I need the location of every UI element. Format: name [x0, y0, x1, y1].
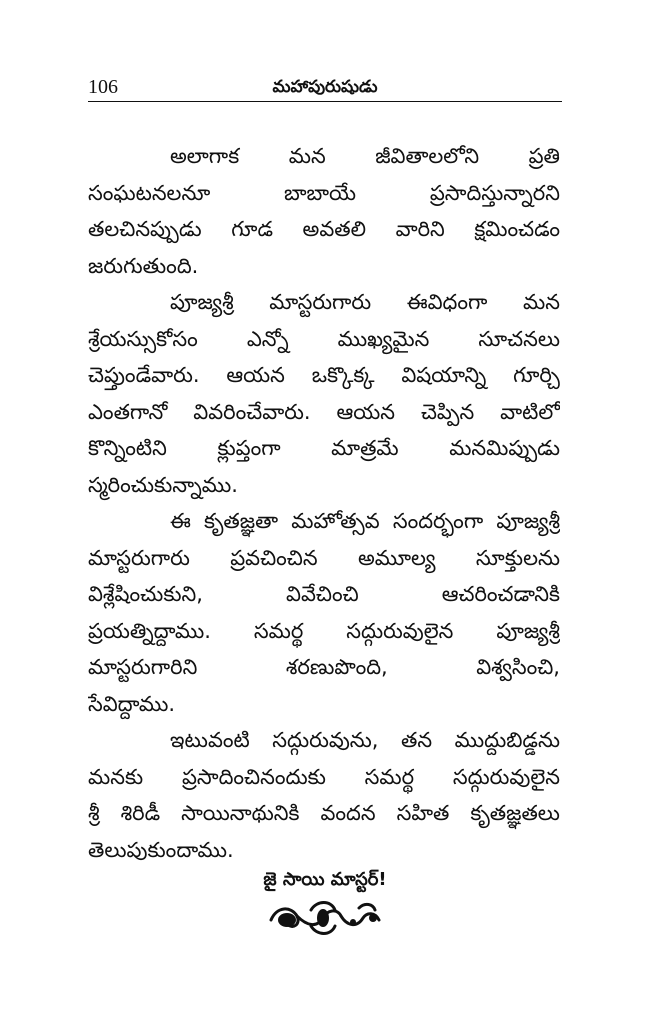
word: విషయాన్ని: [401, 363, 487, 387]
word: మనమిప్పుడు: [449, 436, 560, 460]
word: విశ్లేషించుకుని,: [88, 582, 203, 606]
text-line: [88, 686, 560, 723]
word: సద్గురువులైన: [452, 764, 560, 789]
word: ప్రసాదిస్తున్నారని: [429, 180, 560, 205]
word: ఒక్కొక్క: [311, 363, 375, 387]
word: పూజ్యశ్రీ: [496, 618, 560, 643]
paragraph: [88, 138, 560, 284]
text-line: [88, 832, 560, 869]
paragraph: [88, 503, 560, 722]
word: బాబాయే: [284, 180, 357, 205]
word: సూక్తులను: [475, 545, 560, 570]
word: ప్రసాదించినందుకు: [181, 764, 326, 789]
word: వివేచించి: [286, 582, 359, 606]
word: గూడ: [231, 217, 273, 241]
word: ముద్దుబిడ్డను: [454, 728, 560, 752]
word: సమర్థ: [253, 618, 304, 643]
word: ఎంతగానో: [88, 399, 168, 424]
text-line: [88, 503, 560, 540]
text-line: [88, 394, 560, 431]
word: తెలుపుకుందాము.: [88, 837, 234, 862]
word: సందర్భంగా: [392, 509, 484, 533]
word: సహిత: [396, 801, 450, 825]
word: ఎన్నో: [246, 326, 289, 351]
paragraph: [88, 722, 560, 868]
word: మాస్టరుగారు: [88, 545, 190, 570]
word: చెప్పిన: [420, 399, 475, 424]
word: తలచినప్పుడు: [88, 217, 202, 241]
word: తన: [401, 728, 433, 752]
word: శిరిడీ: [120, 801, 161, 825]
page-number: 106: [88, 76, 118, 98]
word: వందన: [320, 801, 376, 825]
page-header: [88, 74, 562, 100]
word: అమూల్య: [358, 545, 436, 570]
word: మాస్టరుగారు: [269, 290, 372, 314]
text-line: [88, 284, 560, 321]
word: స్మరించుకున్నాము.: [88, 472, 238, 497]
word: గూర్చి: [513, 363, 560, 387]
word: అలాగాక: [170, 144, 240, 168]
word: మనకు: [88, 764, 144, 789]
word: కృతజ్ఞతలు: [470, 801, 560, 825]
word: పూజ్యశ్రీ: [496, 509, 560, 533]
word: ప్రయత్నిద్దాము.: [88, 618, 211, 643]
text-line: [88, 248, 560, 285]
word: ఈవిధంగా: [406, 290, 488, 314]
word: అవతలి: [302, 217, 367, 241]
text-line: [88, 138, 560, 175]
word: జరుగుతుంది.: [88, 253, 199, 278]
text-line: [88, 175, 560, 212]
word: వాటిలో: [500, 399, 560, 424]
word: ముఖ్యమైన: [337, 326, 430, 351]
word: సద్గురువును,: [272, 728, 379, 752]
word: ఆయన: [336, 399, 396, 424]
word: వారిని: [395, 217, 445, 241]
word: కృతజ్ఞతా: [204, 509, 279, 533]
word: చెప్తుండేవారు.: [88, 363, 200, 387]
word: మహోత్సవ: [291, 509, 380, 533]
body-text: [88, 138, 560, 868]
word: మన: [523, 290, 560, 314]
word: ప్రవచించిన: [230, 545, 318, 570]
text-line: [88, 430, 560, 467]
text-line: [88, 357, 560, 394]
word: శరణుపొంది,: [285, 655, 388, 679]
word: సమర్థ: [364, 764, 415, 789]
word: ఈ: [170, 509, 191, 533]
header-rule: [88, 101, 562, 102]
word: కొన్నింటిని: [88, 436, 167, 460]
word: మాస్టరుగారిని: [88, 655, 198, 679]
word: మాత్రమే: [331, 436, 399, 460]
word: సంఘటనలనూ: [88, 180, 211, 205]
word: సద్గురువులైన: [346, 618, 454, 643]
text-line: [88, 576, 560, 613]
word: ఆచరించడానికి: [441, 582, 560, 606]
word: సాయినాథునికి: [181, 801, 300, 825]
text-line: [88, 649, 560, 686]
text-line: [88, 211, 560, 248]
text-line: [88, 321, 560, 358]
running-title: మహాపురుషుడు: [272, 77, 378, 97]
text-line: [88, 540, 560, 577]
closing-salutation: జై సాయి మాస్టర్!: [263, 869, 387, 890]
word: ఆయన: [226, 363, 285, 387]
word: పూజ్యశ్రీ: [170, 290, 234, 314]
paragraph: [88, 284, 560, 503]
word: మన: [288, 144, 326, 168]
word: విశ్వసించి,: [476, 655, 560, 679]
word: ఇటువంటి: [170, 728, 250, 752]
word: సూచనలు: [478, 326, 560, 351]
word: శ్రేయస్సుకోసం: [88, 326, 198, 351]
scroll-flourish-ornament-icon: [267, 896, 385, 940]
word: శ్రీ: [88, 801, 100, 825]
text-line: [88, 795, 560, 832]
text-line: [88, 722, 560, 759]
text-line: [88, 759, 560, 796]
word: ప్రతి: [528, 144, 560, 168]
text-line: [88, 467, 560, 504]
word: క్లుప్తంగా: [217, 436, 281, 460]
word: జీవితాలలోని: [375, 144, 480, 168]
word: సేవిద్దాము.: [88, 691, 176, 716]
word: వివరించేవారు.: [193, 399, 311, 424]
word: క్షమించడం: [474, 217, 560, 241]
text-line: [88, 613, 560, 650]
